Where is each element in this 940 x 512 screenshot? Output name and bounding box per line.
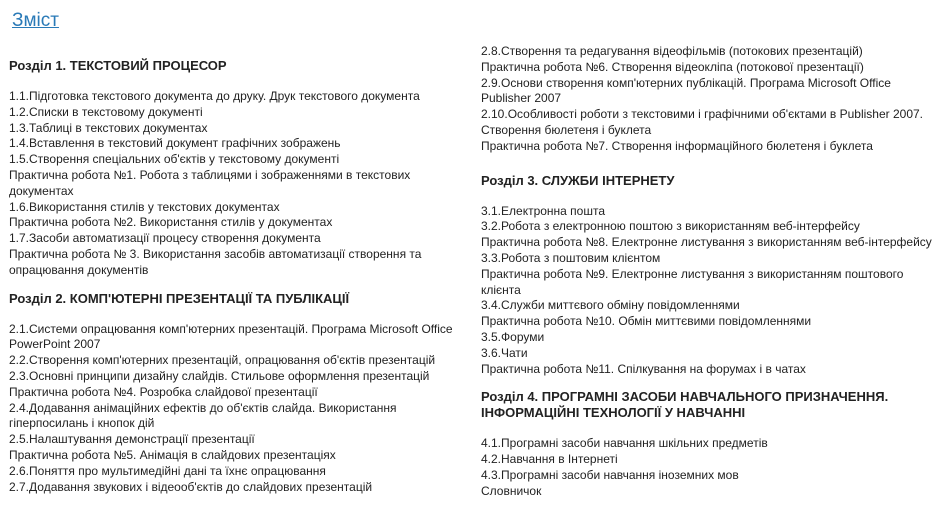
toc-item-link[interactable]: 3.2.Робота з електронною поштою з використанням веб-інтерфейсу <box>481 219 860 234</box>
toc-item-link[interactable]: 2.8.Створення та редагування відеофільмів (потокових презентацій) <box>481 44 863 58</box>
toc-item-link[interactable]: 1.7.Засоби автоматизації процесу створення документа <box>9 231 321 246</box>
toc-item-link[interactable]: 1.6.Використання стилів у текстових документах <box>9 199 280 214</box>
toc-item-link[interactable]: Словничок <box>481 483 542 498</box>
toc-item-link[interactable]: 2.7.Додавання звукових і відеооб'єктів до слайдових презентацій <box>9 479 373 494</box>
toc-item-link[interactable]: Практична робота №4. Розробка слайдової презентації <box>9 384 318 399</box>
toc-item-link[interactable]: Практична робота №7. Створення інформаційного бюлетеня і буклета <box>481 138 873 153</box>
section-heading: Розділ 3. СЛУЖБИ ІНТЕРНЕТУ <box>481 172 675 188</box>
toc-item-link[interactable]: 1.5.Створення спеціальних об'єктів у текстовому документі <box>9 152 340 167</box>
toc-item-link[interactable]: Практична робота №5. Анімація в слайдових презентаціях <box>9 447 336 462</box>
toc-item-link[interactable]: 2.3.Основні принципи дизайну слайдів. Стильове оформлення презентацій <box>9 368 430 383</box>
toc-item-link[interactable]: 1.4.Вставлення в текстовий документ графічних зображень <box>9 136 341 151</box>
toc-section <box>9 291 454 496</box>
toc-item-link[interactable]: Практична робота №2. Використання стилів у документах <box>9 215 333 230</box>
toc-item-link[interactable]: 2.9.Основи створення комп'ютерних публікацій. Програма Microsoft Office Publisher 2007 <box>481 75 891 106</box>
toc-section <box>481 389 936 499</box>
toc-item-link[interactable]: 3.4.Служби миттєвого обміну повідомленнями <box>481 298 740 313</box>
page-title-link[interactable]: Зміст <box>12 10 59 31</box>
toc-section <box>481 173 936 378</box>
toc-item-link[interactable]: Практична робота №8. Електронне листування з використанням веб-інтерфейсу <box>481 235 932 250</box>
section-heading: Розділ 2. КОМП'ЮТЕРНІ ПРЕЗЕНТАЦІЇ ТА ПУБЛІКАЦІЇ <box>9 290 350 306</box>
toc-item-link[interactable]: 1.2.Списки в текстовому документі <box>9 104 203 119</box>
toc-item-link[interactable]: 2.10.Особливості роботи з текстовими і графічними об'єктами в Publisher 2007. Створення бюлетеня і буклета <box>481 107 924 137</box>
toc-item-link[interactable]: 4.1.Програмні засоби навчання шкільних предметів <box>481 436 768 451</box>
toc-item-link[interactable]: 2.6.Поняття про мультимедійні дані та їхнє опрацювання <box>9 463 326 478</box>
toc-item-link[interactable]: Практична робота №11. Спілкування на форумах і в чатах <box>481 361 806 376</box>
toc-item-link[interactable]: 2.4.Додавання анімаційних ефектів до об'єктів слайда. Використання гіперпосилань і кнопок дій <box>9 400 397 431</box>
toc-item-link[interactable]: 2.2.Створення комп'ютерних презентацій, опрацювання об'єктів презентацій <box>9 353 436 368</box>
toc-item-link[interactable]: 4.2.Навчання в Інтернеті <box>481 452 618 467</box>
toc-section-continuation <box>481 44 936 155</box>
toc-item-link[interactable]: Практична робота №1. Робота з таблицями і зображеннями в текстових документах <box>9 167 411 198</box>
section-heading: Розділ 1. ТЕКСТОВИЙ ПРОЦЕСОР <box>9 58 227 73</box>
toc-item-link[interactable]: 1.1.Підготовка текстового документа до друку. Друк текстового документа <box>9 89 420 103</box>
toc-item-link[interactable]: 3.1.Електронна пошта <box>481 203 606 218</box>
right-column <box>481 44 936 512</box>
toc-item-link[interactable]: Практична робота № 3. Використання засобів автоматизації створення та опрацювання документів <box>9 246 422 277</box>
toc-section <box>9 58 454 279</box>
toc-item-link[interactable]: 2.1.Системи опрацювання комп'ютерних презентацій. Програма Microsoft Office PowerPoint 2007 <box>9 321 453 352</box>
toc-item-link[interactable]: 2.5.Налаштування демонстрації презентації <box>9 432 255 447</box>
toc-item-link[interactable]: 3.3.Робота з поштовим клієнтом <box>481 250 661 265</box>
toc-item-link[interactable]: 4.3.Програмні засоби навчання іноземних мов <box>481 467 739 482</box>
toc-item-link[interactable]: Практична робота №6. Створення відеокліпа (потокової презентації) <box>481 59 864 74</box>
toc-item-link[interactable]: 1.3.Таблиці в текстових документах <box>9 120 208 135</box>
section-heading: Розділ 4. ПРОГРАМНІ ЗАСОБИ НАВЧАЛЬНОГО ПРИЗНАЧЕННЯ. ІНФОРМАЦІЙНІ ТЕХНОЛОГІЇ У НАВЧАННІ <box>481 389 889 421</box>
toc-item-link[interactable]: 3.5.Форуми <box>481 329 545 344</box>
left-column <box>9 58 454 507</box>
toc-item-link[interactable]: 3.6.Чати <box>481 345 528 360</box>
toc-item-link[interactable]: Практична робота №10. Обмін миттєвими повідомленнями <box>481 314 812 329</box>
toc-item-link[interactable]: Практична робота №9. Електронне листування з використанням поштового клієнта <box>481 266 904 297</box>
